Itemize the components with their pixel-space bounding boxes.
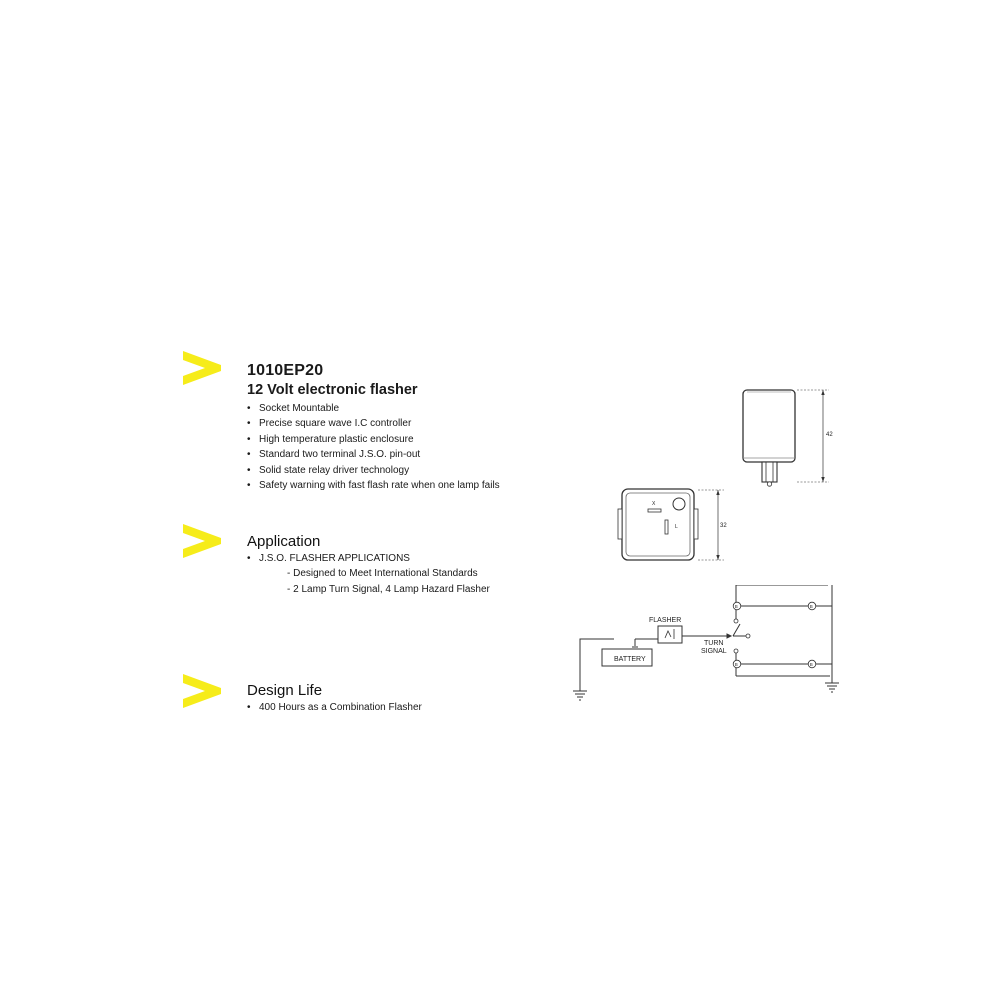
battery-label: BATTERY xyxy=(614,656,646,663)
lamp-label: B xyxy=(809,604,813,609)
application-item: • J.S.O. FLASHER APPLICATIONS xyxy=(247,551,490,566)
ground-icon xyxy=(825,683,839,692)
product-model: 1010EP20 xyxy=(247,362,324,379)
feature-list xyxy=(247,401,500,493)
design-life-list xyxy=(247,700,422,715)
design-life-section xyxy=(247,682,422,715)
feature-item: • Solid state relay driver technology xyxy=(247,463,500,478)
design-life-item: • 400 Hours as a Combination Flasher xyxy=(247,700,422,715)
pin-x-label: X xyxy=(652,501,656,507)
application-heading: Application xyxy=(247,533,321,550)
feature-item: • Safety warning with fast flash rate when one lamp fails xyxy=(247,478,500,493)
design-life-heading: Design Life xyxy=(247,682,323,699)
side-view-drawing xyxy=(735,382,835,488)
lamp-label: B xyxy=(734,604,738,609)
pin-l-label: L xyxy=(675,524,678,530)
ground-icon xyxy=(573,691,587,700)
chevron-marker-icon xyxy=(183,672,221,710)
side-height-dimension: 42 xyxy=(826,432,833,438)
chevron-marker-icon xyxy=(183,349,221,387)
application-section xyxy=(247,533,490,597)
turn-label: TURN xyxy=(704,640,724,647)
flasher-label: FLASHER xyxy=(649,617,682,624)
product-subtitle: 12 Volt electronic flasher xyxy=(247,382,418,398)
feature-item: • Socket Mountable xyxy=(247,401,500,416)
lamp-label: B xyxy=(734,662,738,667)
top-height-dimension: 32 xyxy=(720,523,727,529)
application-list xyxy=(247,551,490,566)
application-sub-item: - 2 Lamp Turn Signal, 4 Lamp Hazard Flasher xyxy=(287,583,490,595)
feature-item: • Standard two terminal J.S.O. pin-out xyxy=(247,447,500,462)
circuit-diagram xyxy=(570,585,850,710)
signal-label: SIGNAL xyxy=(701,648,727,655)
product-section xyxy=(247,361,500,493)
feature-item: • Precise square wave I.C controller xyxy=(247,416,500,431)
feature-item: • High temperature plastic enclosure xyxy=(247,432,500,447)
top-view-drawing xyxy=(612,483,742,568)
lamp-label: B xyxy=(809,662,813,667)
application-sub-item: - Designed to Meet International Standards xyxy=(287,568,478,580)
chevron-marker-icon xyxy=(183,522,221,560)
